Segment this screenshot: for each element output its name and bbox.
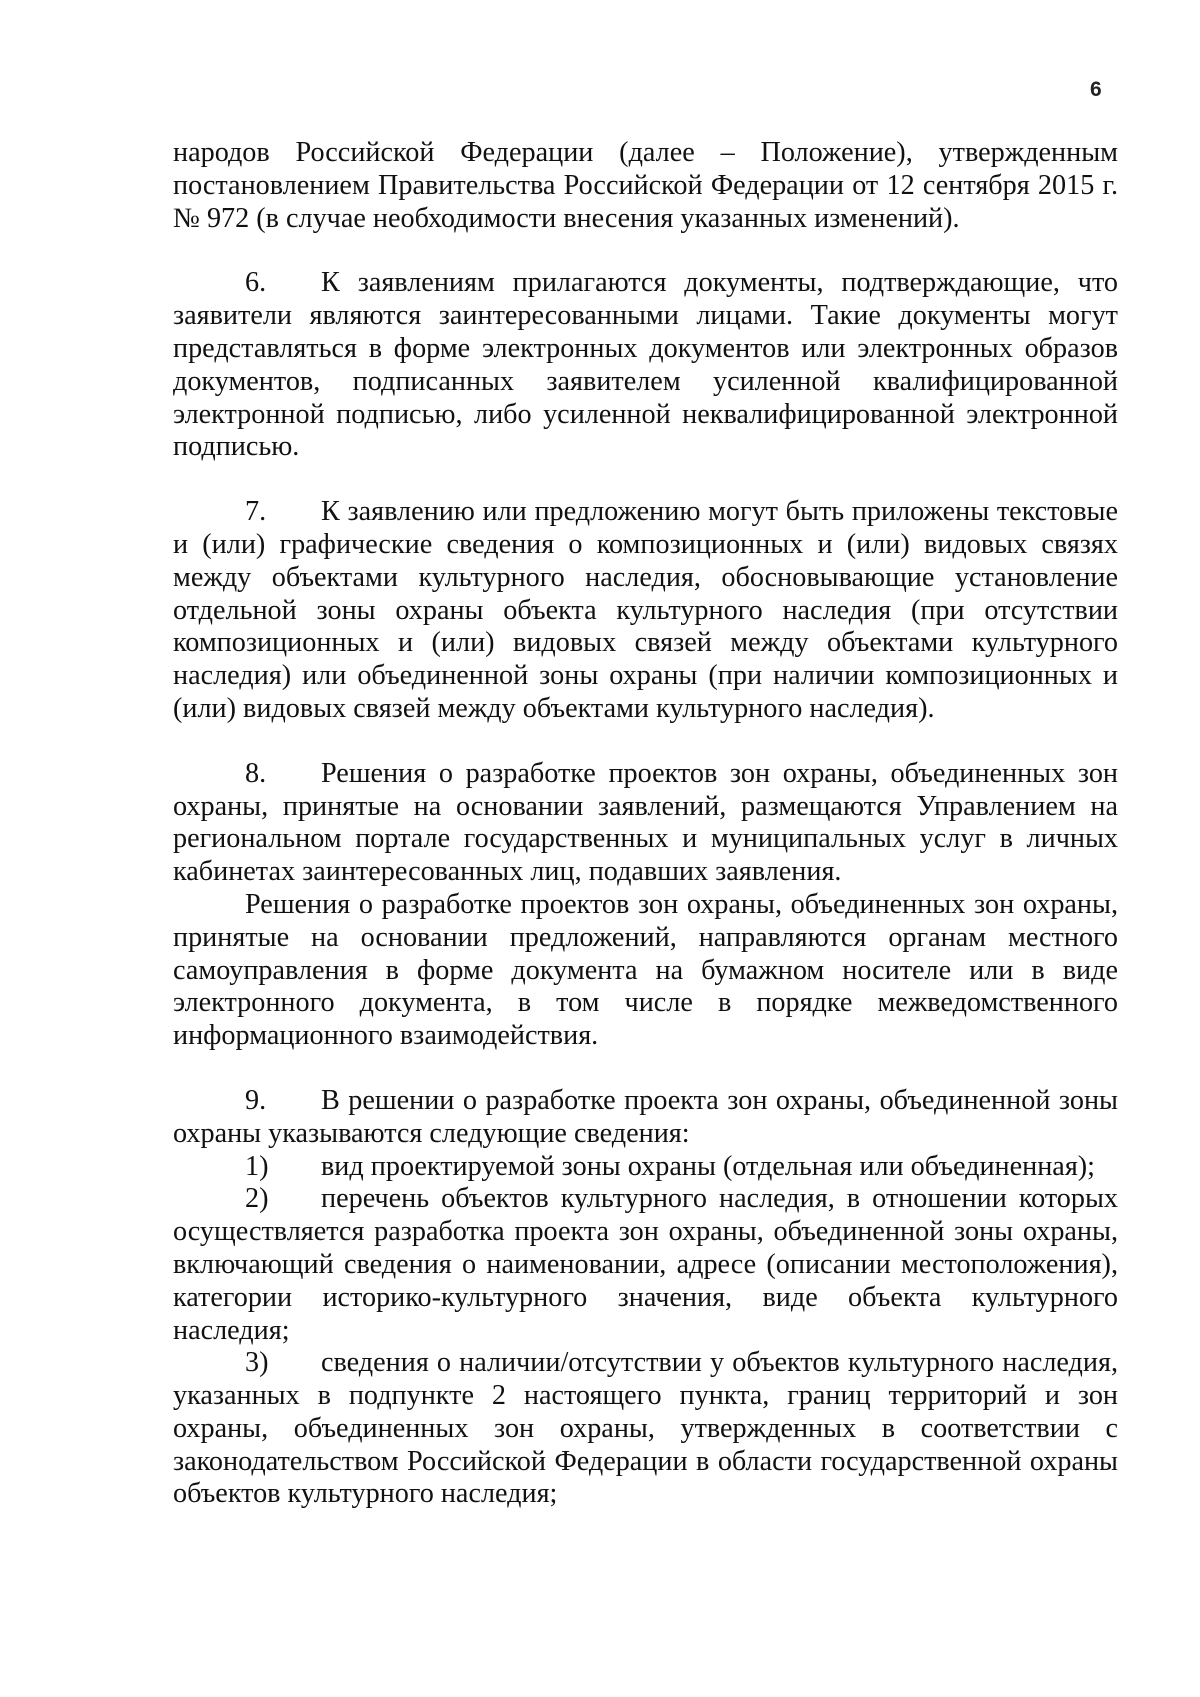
subitem-text: сведения о наличии/отсутствии у объектов культурного наследия, указанных в подпункте 2 настоящего пункта, границ территорий и зон охраны, объединенных зон охраны, утвержденных в соответствии с законодательством Российской Федерации в области государственной охраны объектов культурного наследия; (173, 1347, 1118, 1510)
paragraph-text: К заявлениям прилагаются документы, подтверждающие, что заявители являются заинтересованными лицами. Такие документы могут представляться в форме электронных документов или электронных образов документов, подписанных заявителем усиленной квалифицированной электронной подписью, либо усиленной неквалифицированной электронной подписью. (173, 267, 1118, 463)
paragraph-number: 7. (245, 496, 267, 528)
paragraph-text: К заявлению или предложению могут быть приложены текстовые и (или) графические сведения о композиционных и (или) видовых связях между объектами культурного наследия, обосновывающие установление отдельной зоны охраны объекта культурного наследия (при отсутствии композиционных и (или) видовых связей между объектами культурного наследия) или объединенной зоны охраны (при наличии композиционных и (или) видовых связей между объектами культурного наследия). (173, 496, 1118, 724)
subitem-number: 3) (245, 1347, 269, 1379)
subitem-2 (173, 1183, 1118, 1347)
paragraph-7 (173, 496, 1118, 726)
paragraph-text: Решения о разработке проектов зон охраны, объединенных зон охраны, принятые на основании заявлений, размещаются Управлением на региональном портале государственных и муниципальных услуг в личных кабинетах заинтересованных лиц, подавших заявления. (173, 757, 1118, 888)
document-body (173, 137, 1118, 1511)
paragraph-number: 6. (245, 267, 267, 299)
paragraph-number: 9. (245, 1084, 267, 1116)
subitem-text: перечень объектов культурного наследия, в отношении которых осуществляется разработка проекта зон охраны, объединенной зоны охраны, включающий сведения о наименовании, адресе (описании местоположения), категории историко-культурного значения, виде объекта культурного наследия; (173, 1183, 1118, 1346)
paragraph-text: Решения о разработке проектов зон охраны, объединенных зон охраны, принятые на основании предложений, направляются органам местного самоуправления в форме документа на бумажном носителе или в виде электронного документа, в том числе в порядке межведомственного информационного взаимодействия. (173, 888, 1118, 1052)
paragraph-text: народов Российской Федерации (далее – Положение), утвержденным постановлением Правительства Российской Федерации от 12 сентября 2015 г. № 972 (в случае необходимости внесения указанных изменений). (173, 137, 1118, 234)
paragraph-text: В решении о разработке проекта зон охраны, объединенной зоны охраны указываются следующие сведения: (173, 1084, 1118, 1149)
subitem-1 (173, 1151, 1118, 1184)
paragraph-number: 8. (245, 757, 267, 789)
paragraph-8 (173, 758, 1118, 889)
paragraph-9 (173, 1085, 1118, 1151)
subitem-number: 1) (245, 1150, 269, 1182)
paragraph-6 (173, 267, 1118, 464)
subitem-3 (173, 1347, 1118, 1511)
paragraph-continuation (173, 137, 1118, 235)
page-number: 6 (1090, 78, 1102, 101)
paragraph-8-continued (173, 889, 1118, 1053)
subitem-number: 2) (245, 1183, 269, 1215)
subitem-text: вид проектируемой зоны охраны (отдельная или объединенная); (321, 1150, 1095, 1182)
